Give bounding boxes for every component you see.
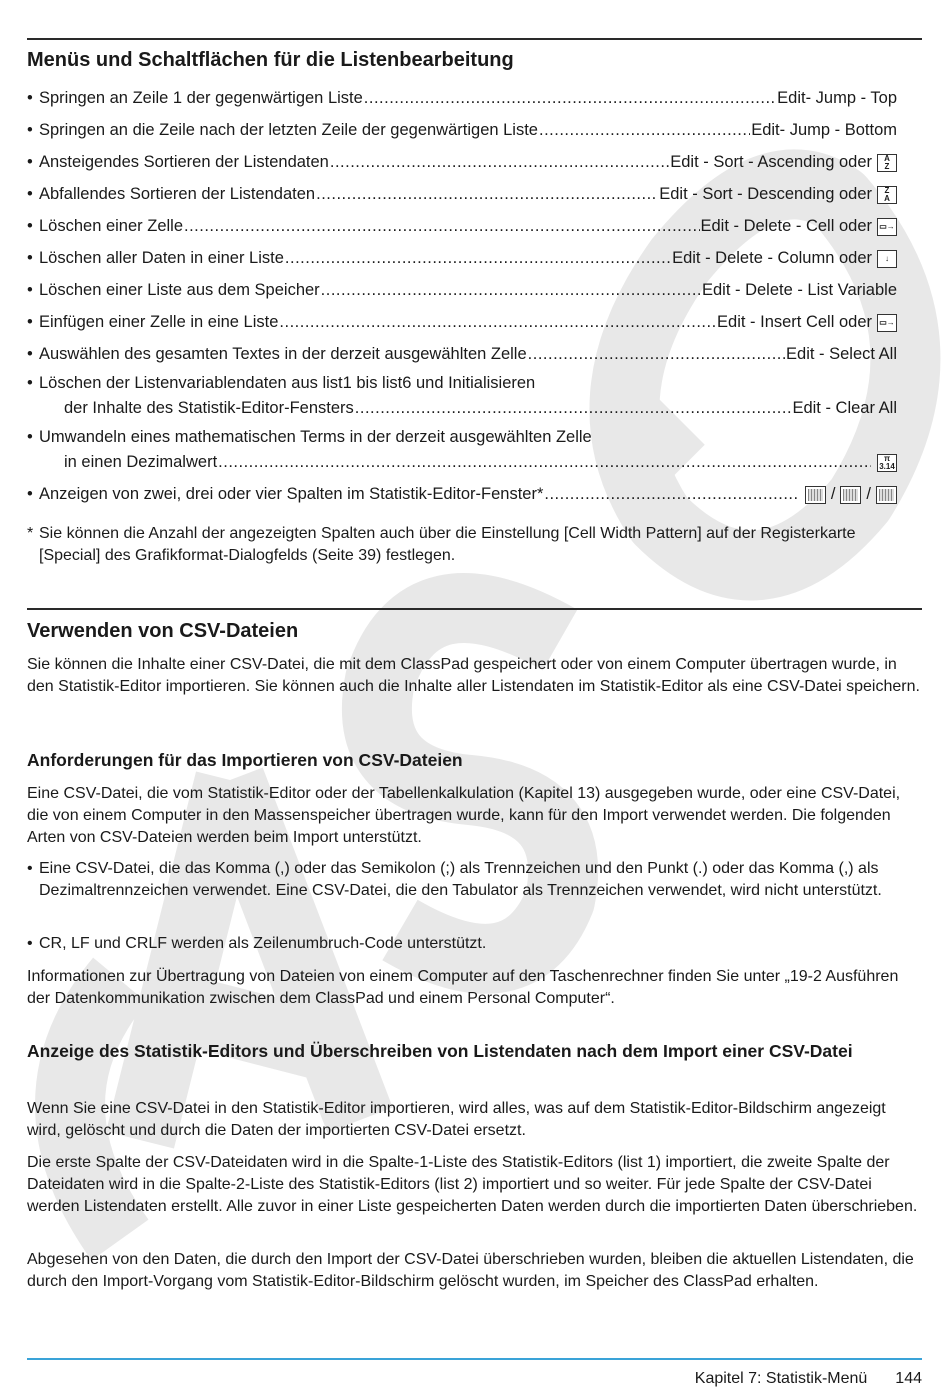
list-item: • Umwandeln eines mathematischen Terms in der derzeit ausgewählten Zelle in einen Dezimalwert ..... π 3.14: [27, 426, 897, 472]
footnote: * Sie können die Anzahl der angezeigten Spalten auch über die Einstellung [Cell Width Pattern] auf der Registerkarte [Special] des Grafikformat-Dialogfelds (Seite 39) festlegen.: [27, 525, 856, 564]
list-item: • Löschen einer Zelle ..... Edit - Delete - Cell oder ▭→: [27, 212, 897, 236]
list-item: • Abfallendes Sortieren der Listendaten ..... Edit - Sort - Descending oder Z A: [27, 180, 897, 204]
list-item: • Löschen aller Daten in einer Liste ..... Edit - Delete - Column oder ↓: [27, 244, 897, 268]
body-paragraph: Die erste Spalte der CSV-Dateidaten wird in die Spalte-1-Liste des Statistik-Editors (list 1) importiert, die zweite Spalte der Dateidaten wird in die Spalte-2-Liste des Statistik-Editors (list 2) importiert und so weiter. Für jede Spalte der CSV-Datei werden Listendaten erstellt. Alle zuvor in einer Liste gespeicherten Daten werden durch die importierten Daten überschrieben.: [27, 1154, 918, 1215]
list-item: • Einfügen einer Zelle in eine Liste ..... Edit - Insert Cell oder ▭→: [27, 308, 897, 332]
section-top-rule: [27, 608, 922, 610]
list-item: • Ansteigendes Sortieren der Listendaten ..... Edit - Sort - Ascending oder A Z: [27, 148, 897, 172]
footer-rule: [27, 1358, 922, 1360]
three-columns-icon: [840, 486, 861, 504]
requirements-paragraph: Eine CSV-Datei, die vom Statistik-Editor oder der Tabellenkalkulation (Kapitel 13) ausgegeben wurde, oder eine CSV-Datei, die von einem Computer in den Massenspeicher übertragen wurde, kann für den Import verwendet werden. Die folgenden Arten von CSV-Dateien werden beim Import unterstützt.: [27, 785, 901, 846]
chapter-label: Kapitel 7: Statistik-Menü: [694, 1370, 868, 1387]
section-title-menus: Menüs und Schaltflächen für die Listenbearbeitung: [27, 49, 514, 71]
two-columns-icon: [805, 486, 826, 504]
four-columns-icon: [876, 486, 897, 504]
list-item: • Auswählen des gesamten Textes in der derzeit ausgewählten Zelle ..... Edit - Select All: [27, 340, 897, 364]
subheading-display: Anzeige des Statistik-Editors und Überschreiben von Listendaten nach dem Import einer CSV-Datei: [27, 1041, 853, 1061]
body-paragraph: Abgesehen von den Daten, die durch den Import der CSV-Datei überschrieben wurden, bleiben die aktuellen Listendaten, die durch den Import-Vorgang vom Statistik-Editor-Bildschirm gelöscht wurden, im Speicher des ClassPad erhalten.: [27, 1251, 914, 1290]
delete-column-icon: ↓: [877, 250, 897, 268]
page-number: 144: [895, 1370, 922, 1387]
list-item: • Eine CSV-Datei, die das Komma (,) oder das Semikolon (;) als Trennzeichen und den Punkt (.) oder das Komma (,) als Dezimaltrennzeichen verwendet. Eine CSV-Datei, die den Tabulator als Trennzeichen verwendet, wird nicht unterstützt.: [27, 860, 882, 899]
section-top-rule: [27, 38, 922, 40]
section-title-csv: Verwenden von CSV-Dateien: [27, 620, 299, 642]
info-paragraph: Informationen zur Übertragung von Dateien von einem Computer auf den Taschenrechner finden Sie unter „19-2 Ausführen der Datenkommunikation zwischen dem ClassPad und einem Personal Computer“.: [27, 968, 899, 1007]
list-item: • Anzeigen von zwei, drei oder vier Spalten im Statistik-Editor-Fenster* ..... / /: [27, 480, 897, 504]
sort-ascending-icon: A Z: [877, 154, 897, 172]
subheading-requirements: Anforderungen für das Importieren von CSV-Dateien: [27, 750, 463, 770]
list-item: • Springen an Zeile 1 der gegenwärtigen Liste ..... Edit- Jump - Top: [27, 84, 897, 108]
insert-cell-icon: ▭→: [877, 314, 897, 332]
decimal-convert-icon: π 3.14: [877, 454, 897, 472]
list-item: • CR, LF und CRLF werden als Zeilenumbruch-Code unterstützt.: [27, 935, 487, 952]
sort-descending-icon: Z A: [877, 186, 897, 204]
delete-cell-icon: ▭→: [877, 218, 897, 236]
intro-paragraph: Sie können die Inhalte einer CSV-Datei, die mit dem ClassPad gespeichert oder von einem Computer übertragen wurde, in den Statistik-Editor importieren. Sie können auch die Inhalte aller Listendaten im Statistik-Editor als eine CSV-Datei speichern.: [27, 656, 920, 695]
list-item: • Springen an die Zeile nach der letzten Zeile der gegenwärtigen Liste ..... Edit- Jump - Bottom: [27, 116, 897, 140]
list-item: • Löschen der Listenvariablendaten aus list1 bis list6 und Initialisieren der Inhalte des Statistik-Editor-Fensters ..... Edit - Clear All: [27, 372, 897, 418]
page-footer: [695, 1370, 922, 1388]
body-paragraph: Wenn Sie eine CSV-Datei in den Statistik-Editor importieren, wird alles, was auf dem Statistik-Editor-Bildschirm angezeigt wird, gelöscht und durch die Daten der importierten CSV-Datei ersetzt.: [27, 1100, 886, 1139]
list-item: • Löschen einer Liste aus dem Speicher ..... Edit - Delete - List Variable: [27, 276, 897, 300]
menu-list: [27, 84, 897, 512]
